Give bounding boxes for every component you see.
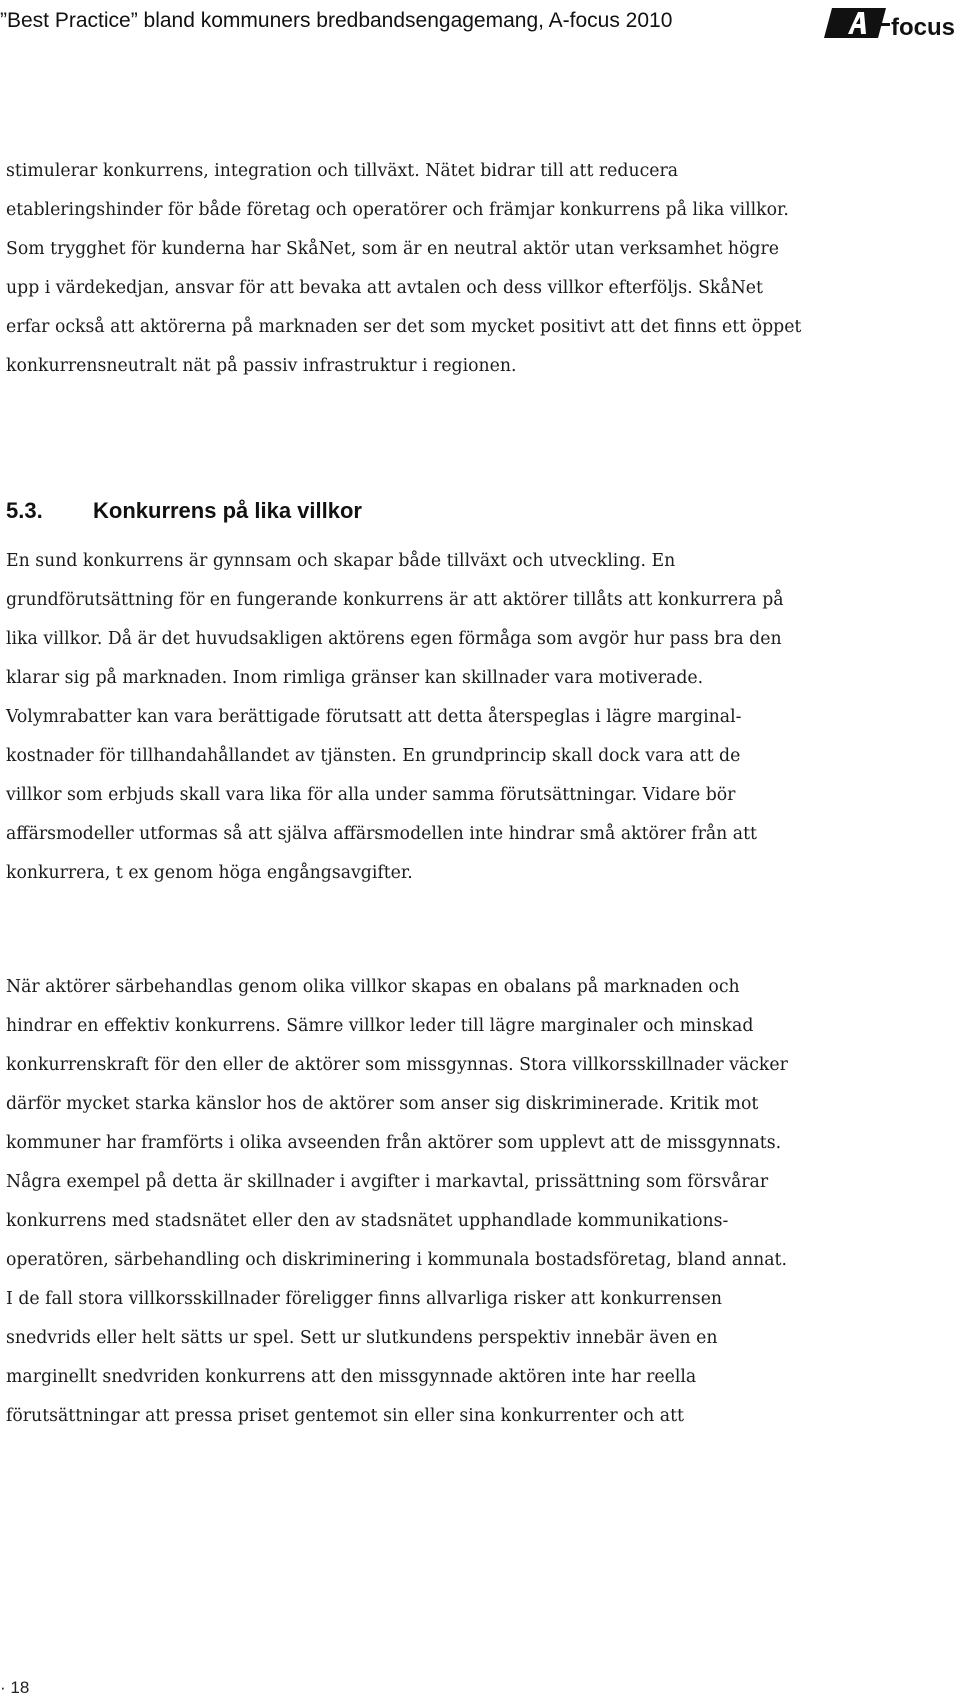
section-title: Konkurrens på lika villkor [93,498,362,523]
body-paragraph: En sund konkurrens är gynnsam och skapar både tillväxt och utveckling. En grundförutsättning för en fungerande konkurrens är att aktörer tillåts att konkurrera på lika villkor. Då är det huvudsakligen aktörens egen förmåga som avgör hur pass bra den klarar sig på marknaden. Inom rimliga gränser kan skillnader vara motiverade. Volymrabatter kan vara berättigade förutsatt att detta återspeglas i lägre marginal- kostnader för tillhandahållandet av tjänsten. En grundprincip skall dock vara att de villkor som erbjuds skall vara lika för alla under samma förutsättningar. Vidare bör affärsmodeller utformas så att själva affärsmodellen inte hindrar små aktörer från att konkurrera, t ex genom höga engångsavgifter. [6,551,784,883]
section-heading [6,498,362,524]
svg-text:focus: focus [891,14,956,41]
page-number: · 18 [0,1678,30,1697]
a-focus-logo [824,2,960,42]
section-number: 5.3. [6,498,43,523]
document-title: ”Best Practice” bland kommuners bredbandsengagemang, A-focus 2010 [0,9,673,32]
body-paragraph: När aktörer särbehandlas genom olika villkor skapas en obalans på marknaden och hindrar en effektiv konkurrens. Sämre villkor leder till lägre marginaler och minskad konkurrenskraft för den eller de aktörer som missgynnas. Stora villkorsskillnader väcker därför mycket starka känslor hos de aktörer som anser sig diskriminerade. Kritik mot kommuner har framförts i olika avseenden från aktörer som upplevt att de missgynnats. Några exempel på detta är skillnader i avgifter i markavtal, prissättning som försvårar konkurrens med stadsnätet eller den av stadsnätet upphandlade kommunikations- operatören, särbehandling och diskriminering i kommunala bostadsföretag, bland annat. I de fall stora villkorsskillnader föreligger finns allvarliga risker att konkurrensen snedvrids eller helt sätts ur spel. Sett ur slutkundens perspektiv innebär även en marginellt snedvriden konkurrens att den missgynnade aktören inte har reella förutsättningar att pressa priset gentemot sin eller sina konkurrenter och att [6,977,788,1426]
body-paragraph: stimulerar konkurrens, integration och tillväxt. Nätet bidrar till att reducera etableringshinder för både företag och operatörer och främjar konkurrens på lika villkor. Som trygghet för kunderna har SkåNet, som är en neutral aktör utan verksamhet högre upp i värdekedjan, ansvar för att bevaka att avtalen och dess villkor efterföljs. SkåNet erfar också att aktörerna på marknaden ser det som mycket positivt att det finns ett öppet konkurrensneutralt nät på passiv infrastruktur i regionen. [6,161,802,376]
page-header [0,0,960,48]
